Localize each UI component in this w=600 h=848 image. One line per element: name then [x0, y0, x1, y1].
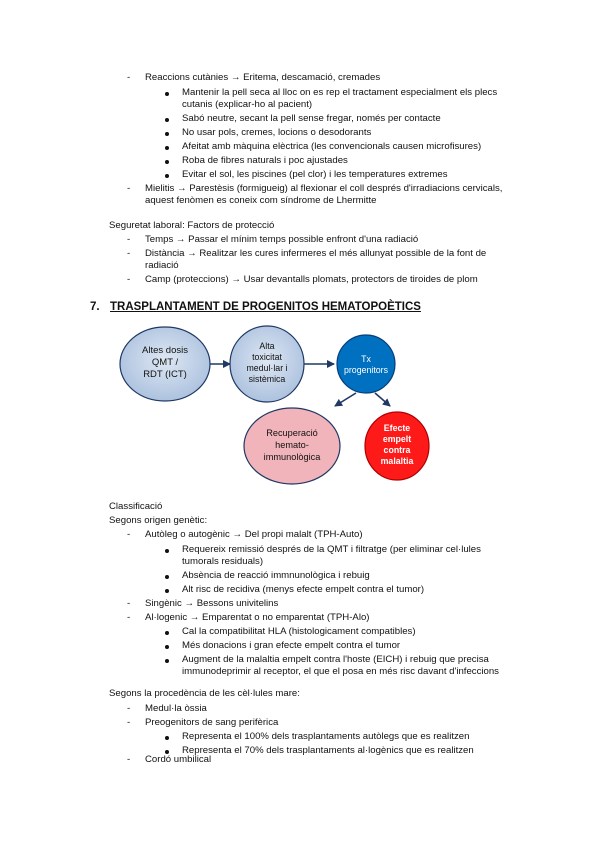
list-item-autoleg: Autòleg o autogènic → Del propi malalt (TPH-Auto)	[145, 529, 363, 540]
node-label: progenitors	[343, 365, 389, 375]
bullet-marker	[165, 631, 169, 635]
sub-item: Absència de reacció immnunològica i rebuig	[182, 570, 370, 581]
node-alta-toxicitat	[230, 326, 304, 402]
node-label: contra	[383, 445, 411, 455]
bullet-marker	[165, 659, 169, 663]
list-item-preogenitors: Preogenitors de sang perifèrica	[145, 717, 279, 728]
sub-item-continuation: cutanis (explicar-ho al pacient)	[182, 99, 313, 110]
list-item-cordo: Cordó umbilical	[145, 754, 212, 765]
node-label: Altes dosis	[142, 345, 188, 356]
node-label: malaltia	[380, 456, 414, 466]
section-title: TRASPLANTAMENT DE PROGENITOS HEMATOPOÈTICS	[110, 301, 421, 313]
dash-marker: -	[127, 234, 131, 245]
node-label: toxicitat	[252, 352, 282, 362]
node-label: immunològica	[263, 452, 321, 462]
list-item-mielitis: Mielitis → Parestèsis (formigueig) al flexionar el coll després d'irradiacions cervicals,	[145, 183, 503, 194]
list-item-alogenic: Al·logenic → Emparentat o no emparentat (TPH-Alo)	[145, 612, 370, 623]
dash-marker: -	[127, 754, 131, 765]
list-item-continuation: radiació	[145, 260, 179, 271]
arrow-3-to-4	[335, 393, 356, 406]
bullet-marker	[165, 575, 169, 579]
list-item: Camp (proteccions) → Usar devantalls plomats, protectors de tiroides de plom	[145, 274, 478, 285]
classificacio-title: Classificació	[109, 501, 163, 512]
bullet-marker	[165, 736, 169, 740]
list-item-mielitis-continuation: aquest fenòmen es coneix com síndrome de Lhermitte	[145, 195, 377, 206]
node-label: hemato-	[275, 440, 309, 450]
list-item-reaccions: Reaccions cutànies → Eritema, descamació, cremades	[145, 72, 381, 83]
sub-item: Alt risc de recidiva (menys efecte empelt contra el tumor)	[182, 584, 425, 595]
list-item: Temps → Passar el mínim temps possible enfront d'una radiació	[145, 234, 419, 245]
node-tx-progenitors	[337, 335, 395, 393]
node-altes-dosis	[120, 327, 210, 401]
node-label: sistèmica	[248, 374, 286, 384]
node-label: QMT /	[151, 357, 179, 368]
sub-item-continuation: tumorals residuals)	[182, 556, 264, 567]
bullet-marker	[165, 589, 169, 593]
section-number: 7.	[90, 301, 100, 313]
subsection-title: Seguretat laboral: Factors de protecció	[109, 220, 275, 231]
sub-item-continuation: immunodeprimir al receptor, el que el posa en més risc davant d'infeccions	[182, 666, 499, 677]
node-label: Efecte	[383, 423, 411, 433]
node-label: Alta	[259, 341, 275, 351]
sub-item: Més donacions i gran efecte empelt contra el tumor	[182, 640, 401, 651]
dash-marker: -	[127, 529, 131, 540]
classificacio-subtitle: Segons origen genètic:	[109, 515, 208, 526]
dash-marker: -	[127, 598, 131, 609]
list-item: Distància → Realitzar les cures infermeres el més allunyat possible de la font de	[145, 248, 487, 259]
sub-item: Representa el 100% dels trasplantaments autòlegs que es realitzen	[182, 731, 470, 742]
sub-item: Roba de fibres naturals i poc ajustades	[182, 155, 348, 166]
sub-item: Afeitat amb màquina elèctrica (les convencionals causen microfisures)	[182, 141, 482, 152]
list-item-singenic: Singènic → Bessons univitelins	[145, 598, 279, 609]
node-label: empelt	[382, 434, 412, 444]
node-label: Recuperació	[266, 428, 318, 438]
dash-marker: -	[127, 248, 131, 259]
node-label: RDT (ICT)	[143, 369, 187, 380]
node-efecte-empelt	[365, 412, 429, 480]
list-item-medul: Medul·la òssia	[145, 703, 207, 714]
sub-item: Cal la compatibilitat HLA (histologicament compatibles)	[182, 626, 416, 637]
dash-marker: -	[127, 717, 131, 728]
arrow-3-to-5	[375, 393, 390, 406]
sub-item: Representa el 70% dels trasplantaments al·logènics que es realitzen	[182, 745, 474, 756]
bullet-marker	[165, 549, 169, 553]
procedencia-title: Segons la procedència de les cèl·lules mare:	[109, 688, 300, 699]
sub-item: Requereix remissió després de la QMT i filtratge (per eliminar cel·lules	[182, 544, 481, 555]
sub-item: No usar pols, cremes, locions o desodorants	[182, 127, 372, 138]
node-recuperacio	[244, 408, 340, 484]
sub-item: Mantenir la pell seca al lloc on es rep el tractament especialment els plecs	[182, 87, 498, 98]
sub-item: Augment de la malaltia empelt contra l'hoste (EICH) i rebuig que precisa	[182, 654, 489, 665]
bullet-marker	[165, 645, 169, 649]
dash-marker: -	[127, 183, 131, 194]
dash-marker: -	[127, 72, 131, 83]
dash-marker: -	[127, 612, 131, 623]
dash-marker: -	[127, 274, 131, 285]
sub-item: Sabó neutre, secant la pell sense fregar, només per contacte	[182, 113, 441, 124]
dash-marker: -	[127, 703, 131, 714]
node-label: medul·lar i	[246, 363, 288, 373]
node-label: Tx	[361, 354, 371, 364]
sub-item: Evitar el sol, les piscines (pel clor) i les temperatures extremes	[182, 169, 448, 180]
